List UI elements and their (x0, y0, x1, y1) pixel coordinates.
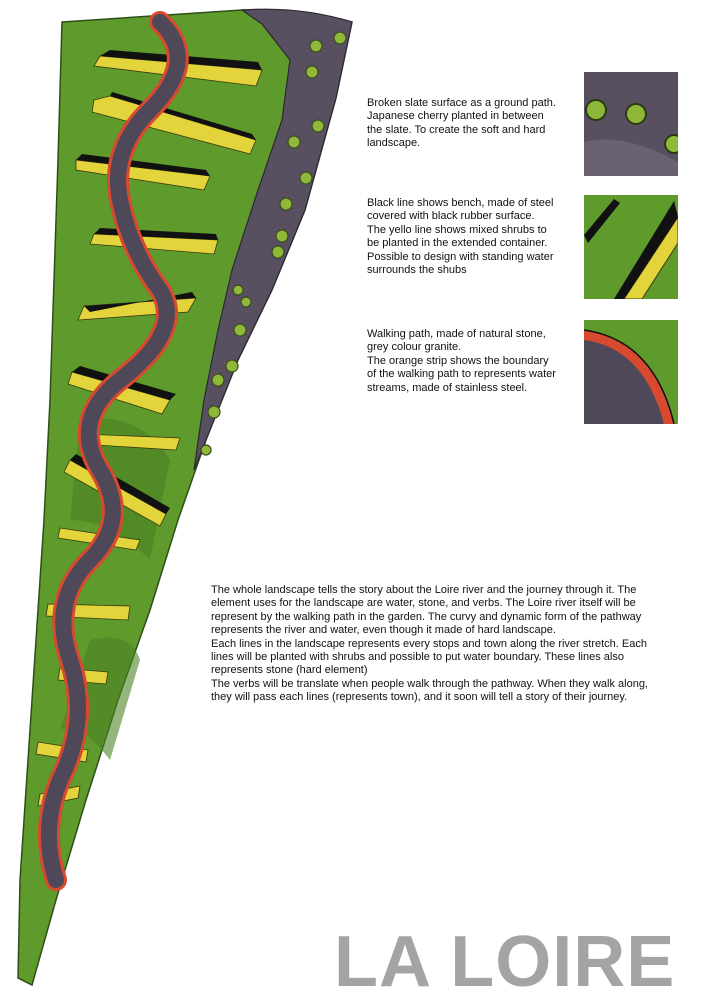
note-walking-path (367, 328, 577, 395)
note-line: of the walking path to represents water (367, 368, 556, 381)
detail-path-image (584, 320, 678, 424)
detail-bench-image (584, 195, 678, 299)
story-line: lines will be planted with shrubs and possible to put water boundary. These lines also (211, 651, 624, 664)
note-line: Japanese cherry planted in between (367, 110, 544, 123)
note-bench (367, 197, 577, 277)
detail-slate-image (584, 72, 678, 176)
page-title: LA LOIRE (334, 922, 676, 1002)
note-line: The yello line shows mixed shrubs to (367, 223, 547, 236)
note-line: Possible to design with standing water (367, 250, 554, 263)
story-line: Each lines in the landscape represents every stops and town along the river stretch. Each (211, 637, 647, 650)
note-line: the slate. To create the soft and hard (367, 123, 546, 136)
note-line: surrounds the shubs (367, 264, 467, 277)
story-line: represents the river and water, even though it made of hard landscape. (211, 624, 556, 637)
story-line: they will pass each lines (represents town), and it soon will tell a story of their journey. (211, 691, 628, 704)
story-line: element uses for the landscape are water, stone, and verbs. The Loire river itself will be (211, 597, 636, 610)
note-line: The orange strip shows the boundary (367, 354, 549, 367)
note-line: Walking path, made of natural stone, (367, 328, 546, 340)
story-line: The whole landscape tells the story about the Loire river and the journey through it. The (211, 584, 637, 596)
note-line: Broken slate surface as a ground path. (367, 97, 556, 109)
note-line: streams, made of stainless steel. (367, 381, 528, 394)
note-line: landscape. (367, 137, 421, 150)
note-slate (367, 97, 577, 151)
landscape-story-text (211, 584, 691, 705)
note-line: covered with black rubber surface. (367, 210, 535, 223)
story-line: represents stone (hard element) (211, 664, 368, 677)
note-line: grey colour granite. (367, 341, 462, 354)
note-line: Black line shows bench, made of steel (367, 197, 554, 209)
story-line: represent by the walking path in the garden. The curvy and dynamic form of the pathway (211, 610, 642, 623)
note-line: be planted in the extended container. (367, 237, 548, 250)
story-line: The verbs will be translate when people walk through the pathway. When they walk along, (211, 677, 648, 690)
